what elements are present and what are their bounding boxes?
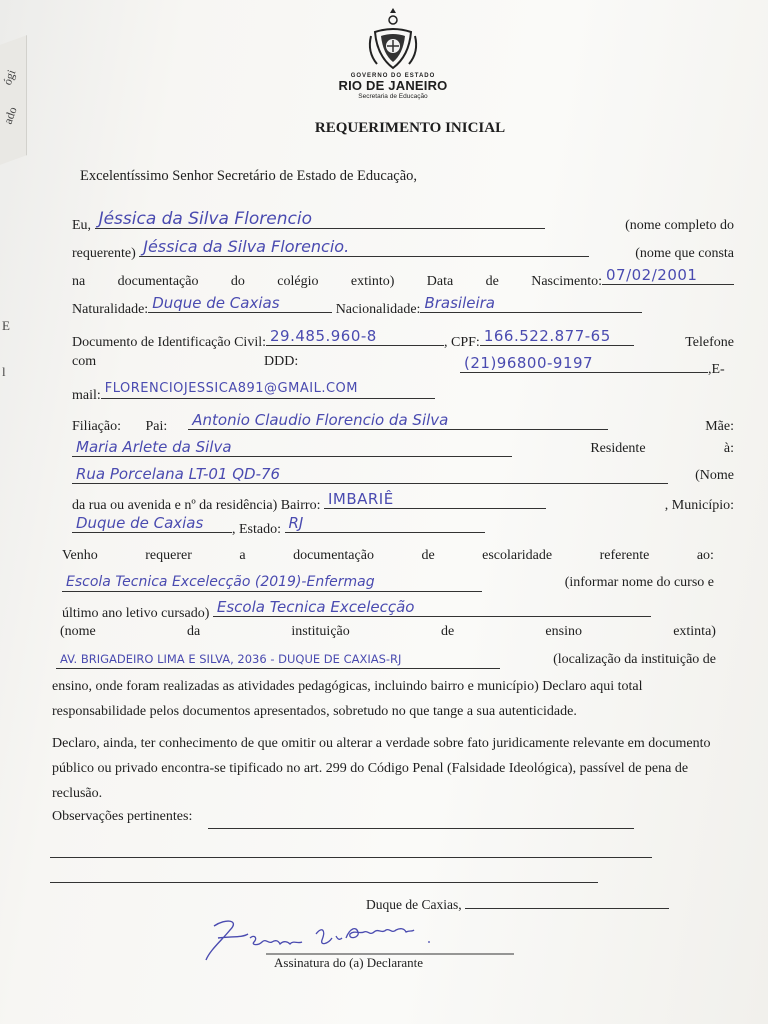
logo-line-2: RIO DE JANEIRO bbox=[338, 78, 448, 93]
inst-word-2: da bbox=[186, 624, 201, 639]
nome-rua-hint: (Nome bbox=[695, 468, 734, 483]
municipio-field[interactable]: Duque de Caxias bbox=[72, 514, 232, 533]
nome-documento-field[interactable]: Jéssica da Silva Florencio. bbox=[139, 238, 589, 257]
endereco-field[interactable]: Rua Porcelana LT-01 QD-76 bbox=[72, 465, 668, 484]
paragraph-falsidade: Declaro, ainda, ter conhecimento de que omitir ou alterar a verdade sobre fato juridicamente relevante em documento público ou privado encontra-se tipificado no art. 299 do Código Penal (Falsidade Ideológica), passível de pena de reclusão. bbox=[52, 736, 711, 801]
email-label: mail: bbox=[72, 388, 101, 403]
row-mae bbox=[72, 438, 734, 457]
row-telefone bbox=[72, 354, 734, 377]
email-field[interactable]: FLORENCIOJESSICA891@GMAIL.COM bbox=[101, 380, 435, 399]
document-title: REQUERIMENTO INICIAL bbox=[314, 120, 506, 136]
row-email bbox=[72, 380, 734, 404]
localizacao-field[interactable]: AV. BRIGADEIRO LIMA E SILVA, 2036 - DUQUE DE CAXIAS-RJ bbox=[56, 650, 500, 669]
telefone-field[interactable]: (21)96800-9197 bbox=[460, 354, 708, 373]
estado-field[interactable]: RJ bbox=[285, 514, 485, 533]
venho-word-8: ao: bbox=[696, 548, 714, 563]
word-com: com bbox=[72, 354, 97, 369]
observacoes-label: Observações pertinentes: bbox=[52, 809, 193, 824]
pai-field[interactable]: Antonio Claudio Florencio da Silva bbox=[188, 411, 608, 430]
word-data: Data bbox=[426, 274, 454, 289]
paragraph-responsabilidade: ensino, onde foram realizadas as atividades pedagógicas, incluindo bairro e município) Declaro aqui total responsabilidade pelos documentos apresentados, sobretudo no que tange a sua autenticidade. bbox=[52, 679, 643, 719]
nascimento-field[interactable]: 07/02/2001 bbox=[602, 266, 734, 285]
inst-word-6: extinta) bbox=[673, 624, 716, 639]
row-inst-hint bbox=[60, 624, 716, 640]
venho-word-7: referente bbox=[599, 548, 650, 563]
signature-label: Assinatura do (a) Declarante bbox=[274, 955, 424, 970]
estado-label: , Estado: bbox=[232, 522, 281, 537]
edge-text-2: ado bbox=[0, 104, 20, 126]
cpf-field[interactable]: 166.522.877-65 bbox=[480, 327, 634, 346]
filiacao-label: Filiação: bbox=[72, 419, 121, 434]
edge-text-1: ógi bbox=[0, 67, 19, 87]
observacoes-line-1[interactable] bbox=[208, 827, 634, 829]
city-date bbox=[366, 896, 669, 913]
observacoes-line-3[interactable] bbox=[50, 881, 598, 883]
bairro-field[interactable]: IMBARIÊ bbox=[324, 490, 546, 509]
nome-completo-field[interactable]: Jéssica da Silva Florencio bbox=[95, 210, 545, 229]
nome-hint: (nome completo do bbox=[625, 218, 734, 233]
naturalidade-label: Naturalidade: bbox=[72, 302, 149, 317]
requerente-label: requerente) bbox=[72, 246, 136, 261]
word-residente: Residente bbox=[590, 441, 646, 456]
instituicao-field[interactable]: Escola Tecnica Excelecção bbox=[213, 598, 651, 617]
word-documentacao: documentação bbox=[117, 274, 199, 289]
eu-label: Eu, bbox=[72, 218, 92, 233]
word-do: do bbox=[230, 274, 245, 289]
pai-label: Pai: bbox=[145, 419, 168, 434]
inst-word-4: de bbox=[440, 624, 455, 639]
row-instituicao bbox=[62, 598, 714, 622]
coat-of-arms-icon bbox=[365, 6, 421, 72]
venho-word-2: requerer bbox=[145, 548, 192, 563]
row-nascimento bbox=[72, 266, 734, 290]
row-nome bbox=[72, 210, 734, 234]
mae-field[interactable]: Maria Arlete da Silva bbox=[72, 438, 512, 457]
cpf-label: , CPF: bbox=[444, 335, 480, 350]
row-curso bbox=[62, 573, 714, 592]
date-line[interactable] bbox=[465, 896, 669, 909]
ultimo-ano-label: último ano letivo cursado) bbox=[62, 606, 210, 621]
logo-line-1: GOVERNO DO ESTADO bbox=[350, 73, 436, 79]
nacionalidade-label: Nacionalidade: bbox=[335, 302, 421, 317]
underlying-page-edge bbox=[0, 35, 27, 165]
row-requerente bbox=[72, 238, 734, 262]
edge-letter-1: E bbox=[2, 318, 10, 333]
venho-word-6: escolaridade bbox=[482, 548, 553, 563]
edge-letter-2: l bbox=[2, 364, 6, 379]
row-documentos bbox=[72, 327, 734, 351]
state-logo bbox=[336, 6, 450, 106]
greeting: Excelentíssimo Senhor Secretário de Estado de Educação, bbox=[80, 168, 418, 184]
row-bairro bbox=[72, 490, 734, 514]
city-label: Duque de Caxias, bbox=[366, 897, 462, 912]
ddd-label: DDD: bbox=[264, 354, 299, 369]
naturalidade-field[interactable]: Duque de Caxias bbox=[148, 294, 332, 313]
observacoes-line-2[interactable] bbox=[50, 856, 652, 858]
word-extinto: extinto) bbox=[350, 274, 395, 289]
row-naturalidade bbox=[72, 294, 734, 318]
inst-word-3: instituição bbox=[291, 624, 350, 639]
localizacao-hint: (localização da instituição de bbox=[553, 652, 716, 667]
venho-word-1: Venho bbox=[62, 548, 98, 563]
row-venho bbox=[62, 548, 714, 564]
venho-word-5: de bbox=[421, 548, 435, 563]
word-de: de bbox=[485, 274, 499, 289]
doc-civil-label: Documento de Identificação Civil: bbox=[72, 335, 266, 350]
row-municipio bbox=[72, 514, 734, 538]
word-colegio: colégio bbox=[277, 274, 319, 289]
logo-line-3: Secretaria de Educação bbox=[358, 93, 428, 100]
nome-doc-hint: (nome que consta bbox=[635, 246, 734, 261]
curso-field[interactable]: Escola Tecnica Excelecção (2019)-Enfermag bbox=[62, 573, 482, 592]
venho-word-4: documentação bbox=[293, 548, 374, 563]
inst-word-5: ensino bbox=[545, 624, 582, 639]
telefone-label: Telefone bbox=[685, 335, 734, 350]
row-filiacao bbox=[72, 411, 734, 435]
curso-hint: (informar nome do curso e bbox=[564, 575, 714, 590]
email-tail: ,E- bbox=[708, 362, 725, 377]
row-localizacao bbox=[56, 650, 716, 669]
word-na: na bbox=[72, 274, 86, 289]
rg-field[interactable]: 29.485.960-8 bbox=[266, 327, 444, 346]
nascimento-label: Nascimento: bbox=[531, 274, 602, 289]
row-endereco bbox=[72, 465, 734, 484]
rua-line: da rua ou avenida e nº da residência) Bairro: bbox=[72, 498, 321, 513]
venho-word-3: a bbox=[239, 548, 246, 563]
mae-label: Mãe: bbox=[705, 419, 734, 434]
municipio-label: , Município: bbox=[664, 498, 734, 513]
nacionalidade-field[interactable]: Brasileira bbox=[420, 294, 642, 313]
inst-word-1: (nome bbox=[60, 624, 96, 639]
word-a: à: bbox=[723, 441, 734, 456]
